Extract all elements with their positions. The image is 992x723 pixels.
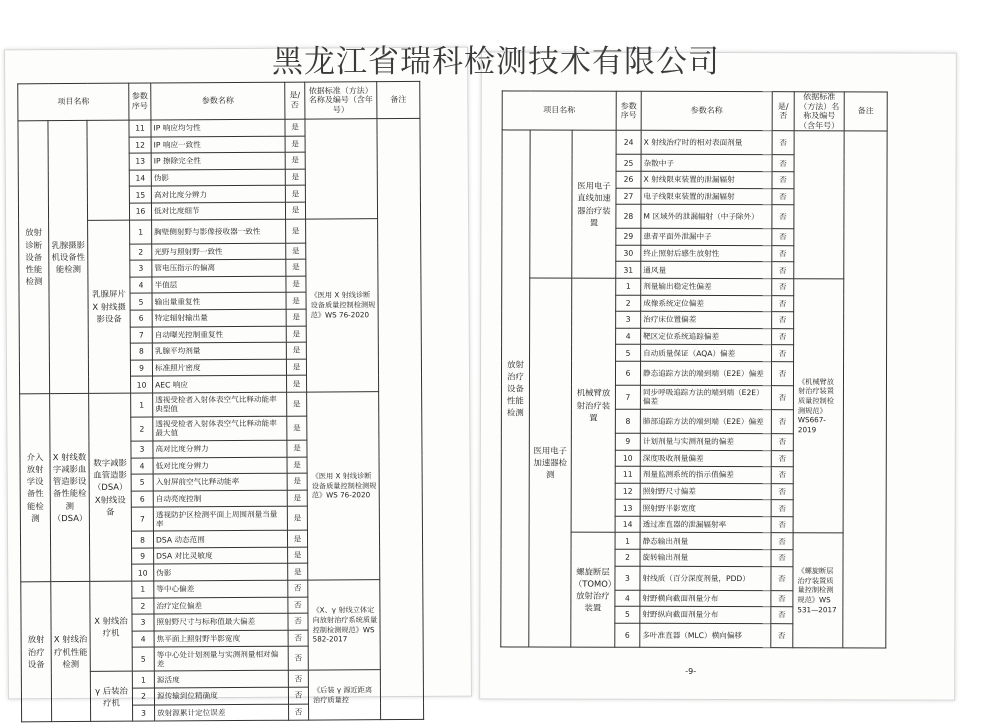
param-yes-no: 否: [771, 450, 793, 467]
param-yes-no: 否: [288, 597, 308, 614]
standard-reference: [794, 131, 844, 279]
param-no: 5: [131, 474, 153, 491]
param-no: 10: [615, 450, 640, 467]
param-yes-no: 是: [285, 202, 305, 219]
table-row: [502, 278, 887, 296]
param-no: 1: [132, 581, 154, 598]
param-yes-no: 否: [771, 483, 793, 500]
param-name: 管电压指示的偏离: [152, 259, 286, 276]
param-no: 5: [615, 606, 640, 623]
header-row: [18, 81, 420, 120]
param-yes-no: 否: [288, 687, 308, 704]
standard-reference: [305, 119, 378, 219]
param-no: 11: [129, 120, 151, 137]
param-name: 源传输到位精确度: [154, 687, 288, 704]
category-level2: 医用电子加速器检测: [529, 278, 572, 647]
param-name: 静态输出剂量: [640, 533, 771, 550]
param-no: 4: [131, 458, 153, 475]
param-name: 透视防护区检测平面上周围剂量当量率: [153, 506, 287, 531]
param-yes-no: 否: [771, 467, 793, 484]
param-no: 16: [129, 203, 151, 220]
param-no: 2: [616, 295, 641, 312]
param-yes-no: 是: [286, 219, 306, 243]
category-level3: [87, 120, 130, 220]
param-yes-no: 是: [285, 119, 305, 136]
param-yes-no: 是: [287, 490, 307, 507]
param-yes-no: 否: [771, 517, 793, 534]
param-no: 2: [615, 549, 640, 566]
param-yes-no: 否: [772, 172, 794, 189]
param-no: 1: [130, 220, 152, 244]
param-yes-no: 是: [287, 506, 307, 530]
param-name: 多叶准直器（MLC）横向偏移: [640, 623, 771, 647]
category-level3: γ 后装治疗机: [90, 672, 132, 722]
param-no: 4: [130, 277, 152, 294]
param-no: 9: [615, 433, 640, 450]
param-yes-no: 否: [772, 245, 794, 262]
param-yes-no: 是: [286, 309, 306, 326]
param-no: 11: [615, 466, 640, 483]
param-name: 标准照片密度: [152, 359, 286, 376]
param-yes-no: 否: [771, 566, 793, 590]
page-number: -9-: [685, 666, 697, 676]
param-no: 5: [616, 345, 641, 362]
param-name: 剂量输出稳定性偏差: [641, 278, 772, 295]
param-no: 30: [616, 245, 641, 262]
category-level2: X 射线数字减影血管造影设备性能检测（DSA）: [50, 393, 90, 581]
param-name: 电子线限束装置的泄漏辐射: [641, 188, 772, 205]
header-param-no: 参数序号: [129, 83, 151, 120]
param-no: 8: [131, 531, 153, 548]
param-yes-no: 否: [771, 550, 793, 567]
param-name: 高对比度分辨力: [153, 440, 287, 457]
param-no: 13: [129, 153, 151, 170]
param-yes-no: 是: [287, 392, 307, 416]
param-yes-no: 否: [771, 623, 793, 647]
header-item-name: 项目名称: [502, 91, 616, 131]
header-note: 备注: [377, 81, 420, 118]
param-yes-no: 否: [772, 205, 794, 229]
param-no: 26: [616, 171, 641, 188]
param-no: 29: [616, 228, 641, 245]
param-name: 自动曝光控制重复性: [152, 326, 286, 343]
param-no: 28: [616, 204, 641, 228]
param-no: 10: [131, 376, 153, 393]
header-standard: 依据标准（方法）名称及编号（含年号）: [305, 82, 377, 119]
category-level2: [530, 130, 572, 278]
param-no: 15: [129, 186, 151, 203]
param-yes-no: 否: [772, 312, 794, 329]
param-name: 低对比度分辨力: [153, 457, 287, 474]
param-no: 3: [130, 260, 152, 277]
param-yes-no: 是: [286, 243, 306, 260]
param-yes-no: 否: [771, 410, 793, 434]
param-name: 计划剂量与实测剂量的偏差: [640, 433, 771, 450]
param-name: 低对比度细节: [151, 202, 285, 219]
param-no: 3: [615, 566, 640, 590]
param-yes-no: 是: [285, 169, 305, 186]
param-name: 照射野半影宽度: [640, 500, 771, 517]
param-yes-no: 是: [285, 152, 305, 169]
param-no: 10: [132, 564, 154, 581]
param-no: 6: [615, 361, 640, 385]
param-name: 剂量监测系统的指示值偏差: [640, 466, 771, 483]
param-yes-no: 否: [288, 580, 308, 597]
param-no: 6: [131, 491, 153, 508]
param-yes-no: 否: [772, 295, 794, 312]
param-name: 乳腺平均剂量: [152, 342, 286, 359]
param-no: 24: [616, 131, 641, 155]
param-yes-no: 否: [771, 533, 793, 550]
param-no: 8: [130, 343, 152, 360]
param-name: 照射野尺寸偏差: [640, 483, 771, 500]
param-no: 2: [132, 598, 154, 615]
param-name: 高对比度分辨力: [151, 186, 285, 203]
param-no: 8: [615, 409, 640, 433]
param-name: 源活度: [154, 671, 288, 688]
param-name: IP 擦除完全性: [151, 152, 285, 169]
param-yes-no: 是: [287, 416, 307, 440]
header-item-name: 项目名称: [18, 83, 129, 121]
param-no: 3: [131, 441, 153, 458]
param-no: 5: [130, 293, 152, 310]
param-name: AEC 响应: [153, 376, 287, 393]
param-no: 3: [132, 614, 154, 631]
param-name: 放射源累计定位误差: [155, 704, 289, 721]
category-level1: 放射治疗设备性能检测: [501, 130, 530, 647]
category-level3: 乳腺屏片 X 射线摄影设备: [88, 220, 131, 394]
standard-reference: 《后装 γ 源近距离治疗质量控: [308, 670, 380, 720]
category-level3: 数字减影血管造影（DSA）X射线设备: [89, 393, 132, 581]
param-name: X 射线治疗时的相对表面剂量: [641, 131, 772, 155]
category-level2: 乳腺摄影机设备性能检测: [48, 120, 89, 393]
param-name: 射野纵向截面剂量分布: [640, 607, 771, 624]
header-standard: 依据标准（方法）名称及编号（含年号）: [794, 92, 844, 132]
param-name: 光野与照射野一致性: [152, 243, 286, 260]
param-name: 肺部追踪方法的端到端（E2E）偏差: [640, 409, 771, 433]
param-no: 1: [131, 393, 153, 417]
standard-reference: 《螺旋断层治疗装置质量控制检测规范》WS 531—2017: [793, 533, 843, 648]
header-param-no: 参数序号: [616, 91, 641, 130]
category-level1: 放射治疗设备: [21, 582, 52, 722]
param-no: 27: [616, 188, 641, 205]
param-yes-no: 是: [286, 292, 306, 309]
param-yes-no: 否: [772, 279, 794, 296]
param-yes-no: 否: [772, 262, 794, 279]
param-name: 透视受检者入射体表空气比释动能率最大值: [153, 416, 287, 441]
param-name: 输出量重复性: [152, 293, 286, 310]
param-name: 胸壁侧射野与影像接收器一致性: [152, 219, 286, 244]
category-level2: X 射线治疗机性能检测: [51, 581, 91, 721]
note-cell: [843, 131, 887, 648]
param-name: 射线质（百分深度剂量，PDD）: [640, 566, 771, 590]
param-no: 1: [615, 533, 640, 550]
table-row: [18, 118, 420, 137]
category-level3: 螺旋断层（TOMO）放射治疗装置: [571, 533, 615, 647]
param-name: DSA 动态范围: [153, 530, 287, 547]
right-param-table: [500, 90, 887, 648]
param-yes-no: 否: [772, 131, 794, 155]
param-no: 14: [129, 170, 151, 187]
param-name: 透视受检者入射体表空气比释动能率典型值: [153, 392, 287, 417]
param-yes-no: 否: [772, 229, 794, 246]
param-name: 治疗定位偏差: [154, 597, 288, 614]
param-name: 成像系统定位偏差: [641, 295, 772, 312]
param-no: 2: [132, 688, 154, 705]
param-no: 5: [132, 647, 154, 671]
param-yes-no: 是: [286, 326, 306, 343]
left-page: [4, 47, 472, 718]
param-no: 3: [133, 705, 155, 722]
param-yes-no: 是: [287, 473, 307, 490]
param-name: 患者平面外泄漏中子: [641, 228, 772, 245]
param-name: 等中心处计划剂量与实测剂量相对偏差: [154, 647, 288, 672]
param-yes-no: 是: [286, 342, 306, 359]
category-level3: X 射线治疗机: [90, 581, 133, 672]
param-name: 入射屏前空气比释动能率: [153, 473, 287, 490]
table-row: [20, 391, 422, 417]
table-row: [502, 130, 887, 155]
param-name: 半值层: [152, 276, 286, 293]
standard-reference: 《医用 X 射线诊断设备质量控制检测规范》WS 76-2020: [306, 218, 379, 392]
header-yes-no: 是/否: [285, 82, 305, 119]
right-page: [479, 51, 957, 700]
param-name: 伪影: [154, 564, 288, 581]
param-name: 射野横向截面剂量分布: [640, 590, 771, 607]
param-name: M 区域外的泄漏辐射（中子除外）: [641, 204, 772, 228]
param-yes-no: 否: [771, 362, 793, 386]
param-no: 7: [131, 507, 153, 531]
param-name: 通风量: [641, 262, 772, 279]
standard-reference: 《机械臂放射治疗装置质量控制检测规范》WS667-2019: [793, 279, 844, 534]
param-yes-no: 否: [772, 188, 794, 205]
param-name: 旋转输出剂量: [640, 549, 771, 566]
param-no: 7: [615, 385, 640, 409]
header-row: [502, 91, 887, 131]
param-no: 4: [132, 631, 154, 648]
header-note: 备注: [844, 92, 887, 131]
category-level1: 介入放射学设备性能检测: [20, 394, 51, 582]
param-yes-no: 否: [288, 647, 308, 671]
param-name: 治疗床位置偏差: [641, 311, 772, 328]
param-yes-no: 是: [288, 547, 308, 564]
param-name: IP 响应均匀性: [151, 119, 285, 136]
param-yes-no: 是: [287, 530, 307, 547]
param-yes-no: 否: [771, 386, 793, 410]
watermark-company: 黑龙江省瑞科检测技术有限公司: [272, 44, 720, 80]
param-yes-no: 否: [772, 328, 794, 345]
param-yes-no: 否: [771, 434, 793, 451]
param-name: 杂散中子: [641, 155, 772, 172]
header-param-name: 参数名称: [641, 91, 772, 131]
param-yes-no: 否: [771, 590, 793, 607]
param-name: 终止照射后感生放射性: [641, 245, 772, 262]
param-name: X 射线限束装置的泄漏辐射: [641, 171, 772, 188]
param-name: 深度吸收剂量偏差: [640, 450, 771, 467]
param-no: 4: [615, 590, 640, 607]
param-no: 31: [616, 262, 641, 279]
standard-reference: 《医用 X 射线诊断设备质量控制检测规范》WS 76-2020: [307, 392, 380, 581]
category-level3: 医用电子直线加速器治疗装置: [572, 130, 616, 278]
param-no: 12: [129, 137, 151, 154]
param-name: 静态追踪方法的端到端（E2E）偏差: [640, 361, 771, 385]
param-name: IP 响应一致性: [151, 136, 285, 153]
param-name: 伪影: [151, 169, 285, 186]
param-no: 3: [616, 311, 641, 328]
param-no: 6: [130, 310, 152, 327]
param-name: 靶区定位系统追踪偏差: [641, 328, 772, 345]
param-name: 特定辐射输出量: [152, 309, 286, 326]
param-yes-no: 是: [286, 276, 306, 293]
param-no: 1: [616, 278, 641, 295]
param-name: DSA 对比灵敏度: [154, 547, 288, 564]
param-no: 14: [615, 516, 640, 533]
category-level3: 机械臂放射治疗装置: [571, 278, 616, 533]
param-yes-no: 是: [285, 185, 305, 202]
param-name: 焦平面上照射野半影宽度: [154, 630, 288, 647]
param-name: 自动质量保证（AQA）偏差: [641, 345, 772, 362]
param-yes-no: 是: [285, 136, 305, 153]
param-yes-no: 否: [289, 704, 309, 721]
param-yes-no: 否: [772, 345, 794, 362]
param-name: 等中心偏差: [154, 580, 288, 597]
left-param-table: [17, 81, 424, 723]
header-yes-no: 是/否: [772, 92, 794, 131]
param-no: 1: [132, 671, 154, 688]
header-param-name: 参数名称: [151, 82, 285, 120]
param-no: 12: [615, 483, 640, 500]
param-no: 7: [130, 327, 152, 344]
table-row: [21, 579, 423, 598]
param-no: 13: [615, 500, 640, 517]
category-level1: 放射诊断设备性能检测: [18, 121, 50, 394]
param-yes-no: 是: [287, 440, 307, 457]
param-name: 自动亮度控制: [153, 490, 287, 507]
param-name: 同步呼吸追踪方法的端到端（E2E）偏差: [640, 385, 771, 409]
param-no: 2: [130, 244, 152, 261]
param-yes-no: 是: [288, 564, 308, 581]
param-yes-no: 否: [288, 630, 308, 647]
param-yes-no: 否: [288, 671, 308, 688]
param-no: 2: [131, 417, 153, 441]
param-no: 25: [616, 155, 641, 172]
param-no: 4: [616, 328, 641, 345]
param-no: 9: [130, 360, 152, 377]
param-yes-no: 否: [771, 607, 793, 624]
param-yes-no: 否: [288, 613, 308, 630]
param-yes-no: 是: [287, 457, 307, 474]
param-yes-no: 是: [286, 259, 306, 276]
param-no: 6: [615, 623, 640, 647]
param-yes-no: 否: [772, 155, 794, 172]
param-name: 透过准直器的泄漏辐射率: [640, 516, 771, 533]
note-cell: [377, 118, 424, 719]
param-yes-no: 是: [287, 375, 307, 392]
param-no: 9: [132, 548, 154, 565]
param-yes-no: 否: [771, 500, 793, 517]
param-name: 照射野尺寸与标称值最大偏差: [154, 613, 288, 630]
standard-reference: 《X、γ 射线立体定向放射治疗系统质量控制检测规范》WS 582-2017: [308, 580, 381, 671]
param-yes-no: 是: [286, 359, 306, 376]
